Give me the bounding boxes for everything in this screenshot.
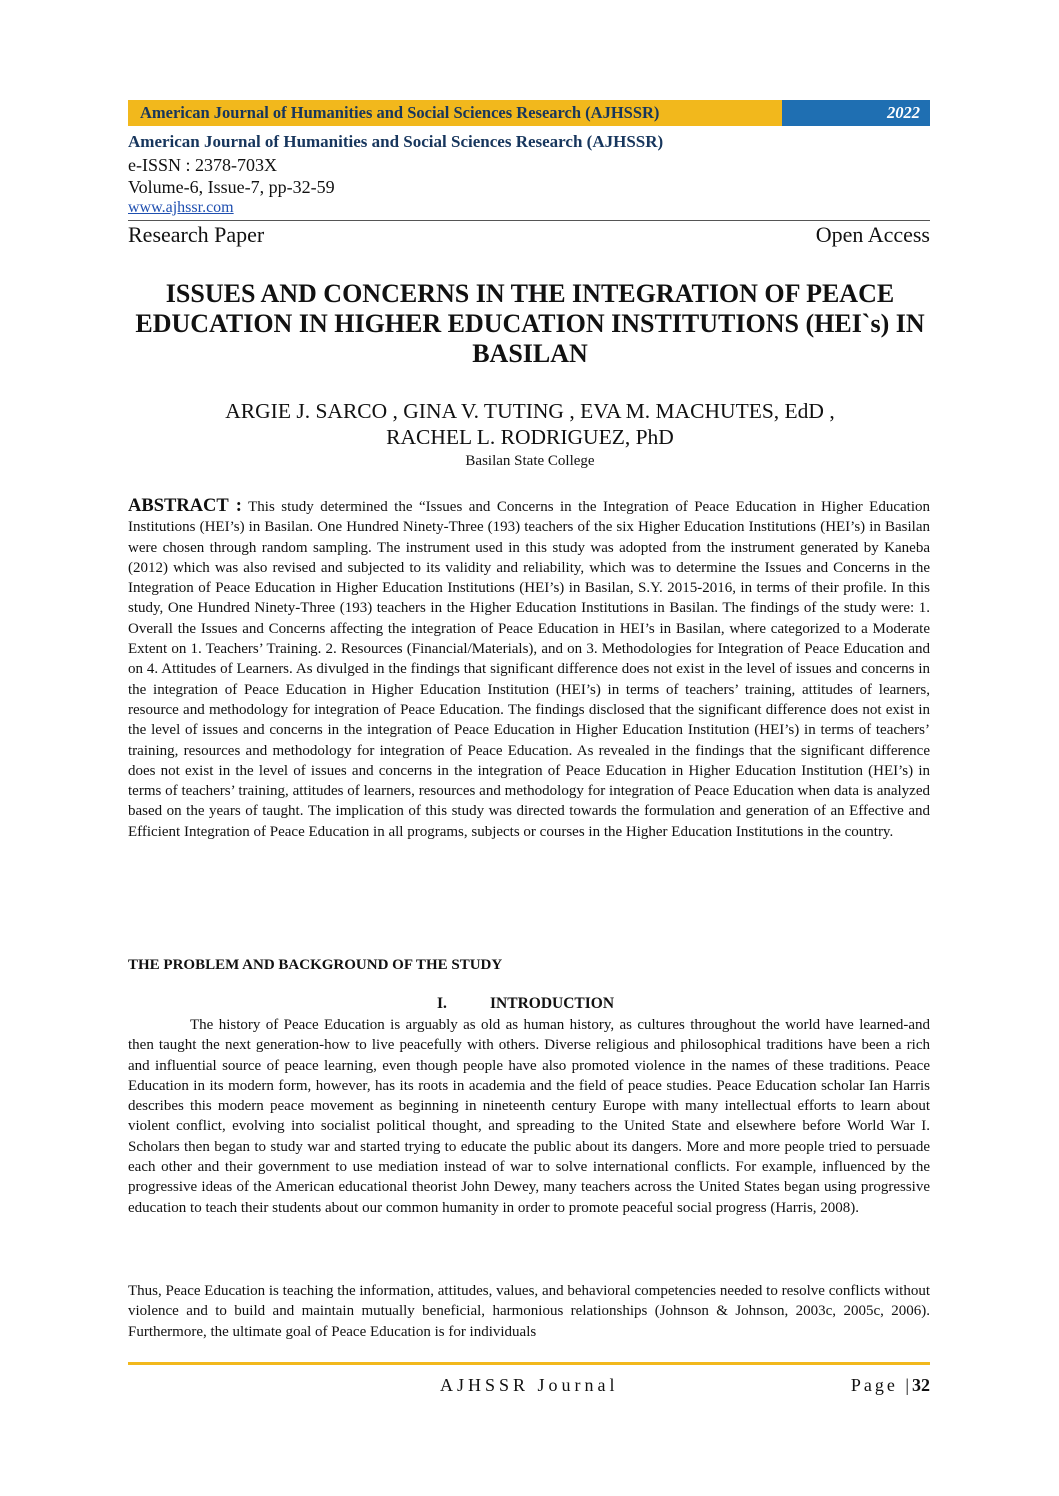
abstract-label: ABSTRACT : [128,496,242,516]
page-number: 32 [912,1375,930,1395]
meta-issn: e-ISSN : 2378-703X [128,155,277,175]
footer-page-label: Page | [850,1375,912,1395]
authors-line-2: RACHEL L. RODRIGUEZ, PhD [386,425,674,449]
intro-paragraph-1: The history of Peace Education is arguably as old as human history, as cultures throughout the world have learned-and then taught the next generation-how to live peacefully with others. Diverse religious and philosophical traditions have been a rich and influential source of peace learning, even though people have also promoted violence in the names of these traditions. Peace Education in its modern form, however, has its roots in academia and the field of peace studies. Peace Education scholar Ian Harris describes this modern peace movement as beginning in nineteenth century Europe with many intellectual efforts to learn about violent conflict, evolving into socialist political thought, and spreading to the United State and elsewhere before World War I. Scholars then began to study war and started trying to educate the public about its dangers. More and more people tried to persuade each other and their government to use mediation instead of war to solve international conflicts. For example, influenced by the progressive ideas of the American educational theorist John Dewey, many teachers across the United States began using progressive education to teach their students about our common humanity in order to promote peaceful social progress (Harris, 2008). [128,1017,930,1216]
meta-volume: Volume-6, Issue-7, pp-32-59 [128,177,335,197]
header-year: 2022 [782,100,930,126]
intro-paragraph-2: Thus, Peace Education is teaching the information, attitudes, values, and behavioral competencies needed to resolve conflicts without violence and to build and maintain mutually beneficial, harmonious relationships (Johnson & Johnson, 2003c, 2005c, 2006). Furthermore, the ultimate goal of Peace Education is for individuals [128,1283,930,1340]
footer-page [851,1373,930,1397]
meta-journal-name: American Journal of Humanities and Social Sciences Research (AJHSSR) [128,132,664,151]
running-header [128,100,930,126]
section-heading: THE PROBLEM AND BACKGROUND OF THE STUDY [128,957,503,973]
intro-number: I. [437,995,447,1012]
page-footer [128,1373,930,1397]
abstract-text: This study determined the “Issues and Concerns in the Integration of Peace Education in Higher Education Institutions (HEI’s) in Basilan. One Hundred Ninety-Three (193) teachers of the six Higher Education Institutions (HEI’s) in Basilan were chosen through random sampling. The instrument used in this study was adopted from the instrument generated by Kaneba (2012) which was also revised and subjected to its validity and reliability, which was to determine the Issues and Concerns in the Integration of Peace Education in Higher Education Institutions (HEI’s) in Basilan, S.Y. 2015-2016, in terms of their profile. In this study, One Hundred Ninety-Three (193) teachers in the Higher Education Institutions in Basilan. The findings of the study were: 1. Overall the Issues and Concerns affecting the integration of Peace Education in HEI’s in Basilan, where categorized to a Moderate Extent on 1. Teachers’ Training. 2. Resources (Financial/Materials), and on 3. Methodologies for Integration of Peace Education and on 4. Attitudes of Learners. As divulged in the findings that significant difference does not exist in the level of issues and concerns in the integration of Peace Education in Higher Education Institution (HEI’s) in terms of teachers’ training, attitudes of learners, resource and methodology for integration of Peace Education. The findings disclosed that the significant difference does not exist in the level of issues and concerns in the integration of Peace Education in Higher Education Institution (HEI’s) in terms of teachers’ training, resources and methodology for integration of Peace Education. As revealed in the findings that the significant difference does not exist in the level of issues and concerns in the integration of Peace Education in Higher Education Institution (HEI’s) in terms of teachers’ training, attitudes of learners, resources and methodology for integration of Peace Education when data is analyzed based on the years of taught. The implication of this study was directed towards the formulation and generation of an Effective and Efficient Integration of Peace Education in all programs, subjects or courses in the Higher Education Institutions in the country. [128,499,930,840]
footer-divider [128,1362,930,1365]
paper-type-row [128,220,930,248]
access-type: Open Access [815,222,930,247]
authors-line-1: ARGIE J. SARCO , GINA V. TUTING , EVA M. MACHUTES, EdD , [225,399,835,423]
affiliation: Basilan State College [465,453,595,469]
paper-title: ISSUES AND CONCERNS IN THE INTEGRATION OF PEACE EDUCATION IN HIGHER EDUCATION INSTITUTIONS (HEI`s) IN BASILAN [135,279,925,368]
paper-type: Research Paper [128,222,265,247]
abstract [128,496,930,842]
website-link[interactable]: www.ajhssr.com [128,199,234,216]
journal-meta [128,130,930,248]
intro-title: INTRODUCTION [490,995,615,1012]
author-list [100,398,960,450]
footer-journal: AJHSSR Journal [440,1375,619,1395]
header-journal-name: American Journal of Humanities and Social Sciences Research (AJHSSR) [128,100,782,126]
